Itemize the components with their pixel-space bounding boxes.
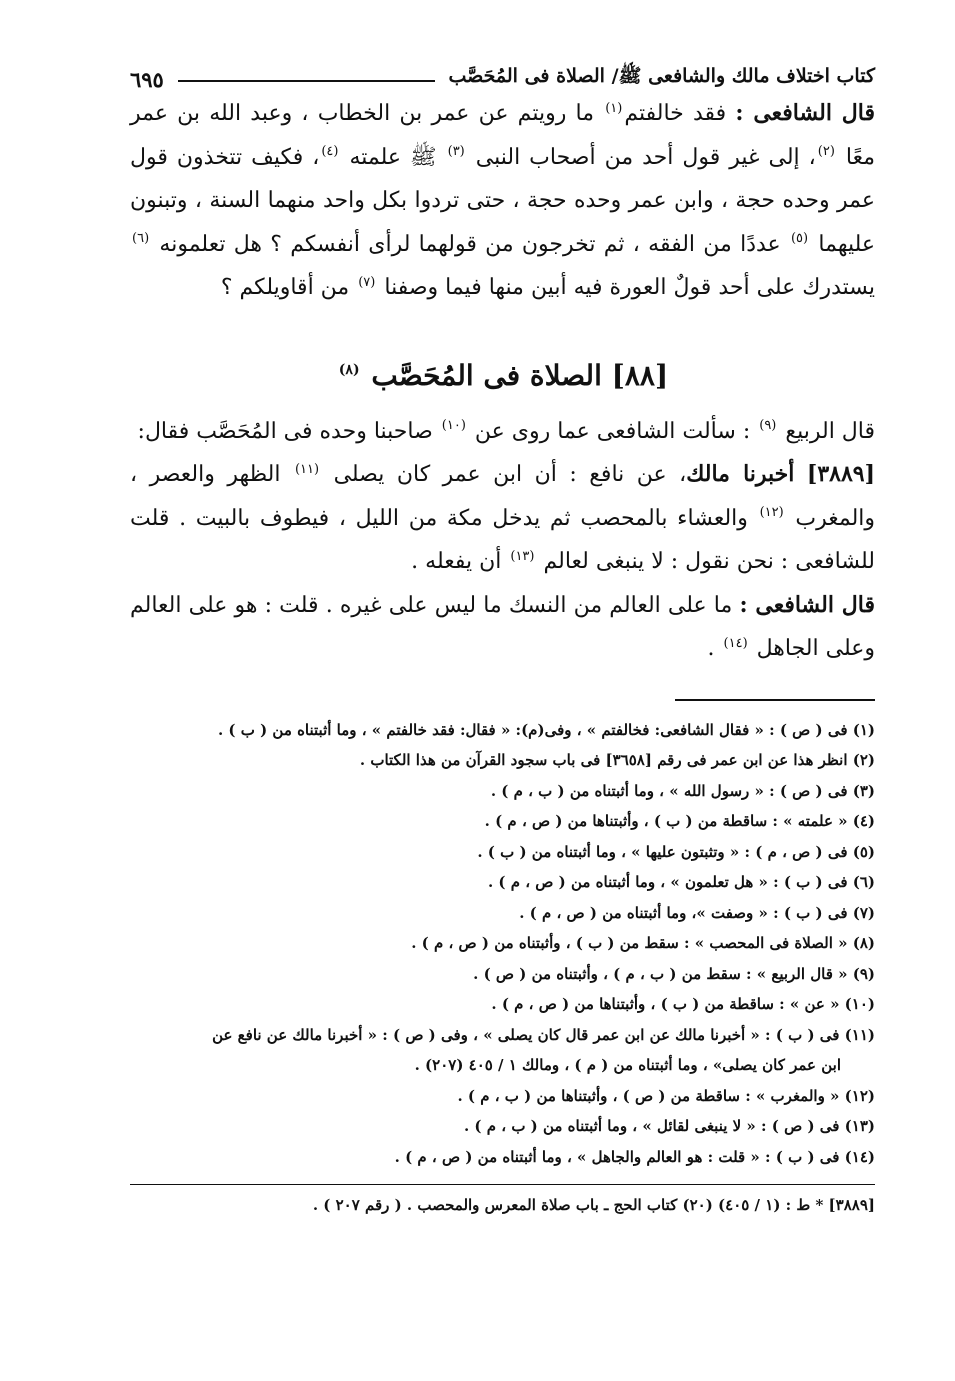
footnote: (١٣) فى ( ص ) : « لا ينبغى لقائل » ، وما أثبتناه من ( ب ، م ) . [463,1117,875,1135]
text: ، فكيف تتخذون قول عمر وحده حجة ، وابن عمر وحده حجة ، حتى تردوا بكل واحد منهما السنة ، وتبنون عليهما [130,144,876,257]
footnote-ref-13: (١٣) [510,548,535,564]
footnote-ref-8: (٨) [338,362,360,379]
text: عددًا من الفقه ، ثم تخرجون من قولهما لرأى أنفسكم ؟ هل تعلمونه [159,231,781,257]
text: صاحبنا وحده فى المُحَصَّب فقال: [137,418,433,444]
footnote: (١) فى ( ص ) : « فقال الشافعى: فخالفتم » ، وفى(م): « فقال: فقد خالفتم » ، وما أثبتناه من ( ب ) . [217,720,875,739]
footnote: (١٠) « عن » : ساقطة من ( ب ) ، وأثبتناها من ( ص ، م ) . [491,995,875,1013]
footnote-ref-14: (١٤) [723,635,748,651]
text: . [707,636,715,661]
footnote: (١٢) « والمغرب » : ساقطة من ( ص ) ، وأثبتناها من ( ب ، م ) . [457,1086,875,1105]
hadith-lead: أخبرنا مالك [686,461,795,487]
footnote: (٨) « الصلاة فى المحصب » : سقط من ( ب ) ، وأثبتناه من ( ص ، م ) . [411,934,875,952]
text: والعشاء بالمحصب ثم يدخل مكة من الليل ، فيطوف بالبيت . قلت للشافعى : نحن نقول : لا ينبغى لعالم [130,505,875,574]
section-title: [٨٨] الصلاة فى المُحَصَّب [371,358,669,392]
speaker-label: قال الشافعى : [739,591,876,618]
footnote: (١٤) فى ( ب ) : « قلت : هو العالم والجاهل » ، وما أثبتناه من ( ص ، م ) . [394,1147,875,1166]
paragraph-shafii-answer [130,584,875,671]
paragraph-rabi-question [130,410,875,454]
trailer-separator [130,1184,875,1185]
running-header [130,52,875,92]
text: ، إلى غير قول أحد من أصحاب النبى [475,144,816,170]
header-rule [178,80,435,82]
footnote-ref-1: (١) [605,100,623,116]
footnote-ref-2: (٢) [817,144,835,160]
footnote: (٣) فى ( ص ) : « رسول الله » ، وما أثبتناه من ( ب ، م ) . [490,781,875,800]
footnote-ref-5: (٥) [790,231,809,247]
paragraph-hadith-3889 [130,453,875,584]
footnote: (٤) « علمته » : ساقطة من ( ب ) ، وأثبتناها من ( ص ، م ) . [484,812,875,830]
paragraph-shafii-reply [130,92,875,310]
source-reference: [٣٨٨٩] * ط : (١ / ٤٠٥) (٢٠) كتاب الحج ـ باب صلاة المعرس والمحصب . ( رقم ٢٠٧ ) . [312,1196,875,1214]
footnote-ref-11: (١١) [294,461,320,477]
footnote-ref-7: (٧) [358,274,376,290]
footnotes-separator [675,699,875,701]
footnote-ref-3: (٣) [447,144,465,160]
text: ، عن نافع : أن ابن عمر كان يصلى [333,462,687,487]
speaker-label: قال الشافعى : [735,100,876,126]
footnote: (٧) فى ( ب ) : « وصفت »، وما أثبتناه من ( ص ، م ) . [519,903,875,922]
footnote: (٥) فى ( ص ، م ) : « وتثبتون عليها » ، وما أثبتناه من ( ب ) . [477,842,875,861]
text: فقد خالفتم [624,101,727,126]
footnote-ref-10: (١٠) [441,418,466,434]
footnote-ref-9: (٩) [759,418,777,434]
page-number: ٦٩٥ [130,67,164,92]
text: الظهر والعصر ، والمغرب [130,462,876,531]
text: يستدرك على أحد قولٌ العورة فيه أبين منها فيما وصفنا [384,275,875,300]
footnote: (٢) انظر هذا عن ابن عمر فى رقم [٣٦٥٨] فى باب سجود القرآن من هذا الكتاب . [359,751,875,769]
section-heading [130,352,875,400]
text: : سألت الشافعى عما روى عن [474,418,751,444]
text: أن يفعله . [411,549,502,574]
text: قال الربيع [785,418,875,444]
text: ما على العالم من النسك ما ليس على غيره . قلت : هو على العالم وعلى الجاهل [130,592,875,661]
footnote-ref-4: (٤) [321,144,339,160]
text: ﷺ علمته [349,144,437,170]
running-title: كتاب اختلاف مالك والشافعى ﷺ/ الصلاة فى المُحَصَّب [448,65,875,87]
text: من أقاويلكم ؟ [220,275,350,300]
footnote: (٦) فى ( ب ) : « هل تعلمون » ، وما أثبتناه من ( ص ، م ) . [487,873,875,891]
hadith-number: [٣٨٨٩] [806,461,875,487]
footnotes [130,715,875,1173]
footnote-11-line1: (١١) فى ( ب ) : « أخبرنا مالك عن ابن عمر قال كان يصلى » ، وفى ( ص ) : « أخبرنا مالك عن نافع عن [212,1025,875,1044]
footnote-ref-6: (٦) [132,231,150,247]
text: ما رويتم عن عمر بن الخطاب ، وعبد الله بن عمر معًا [130,101,875,170]
footnote: (٩) « قال الربيع » : سقط من ( ب ، م ) ، وأثبتناه من ( ص ) . [473,964,875,983]
footnote-ref-12: (١٢) [759,505,784,521]
footnote-11-line2: ابن عمر كان يصلى» ، وما أثبتناه من ( م ) ، ومالك ١ / ٤٠٥ (٢٠٧) . [414,1056,841,1074]
